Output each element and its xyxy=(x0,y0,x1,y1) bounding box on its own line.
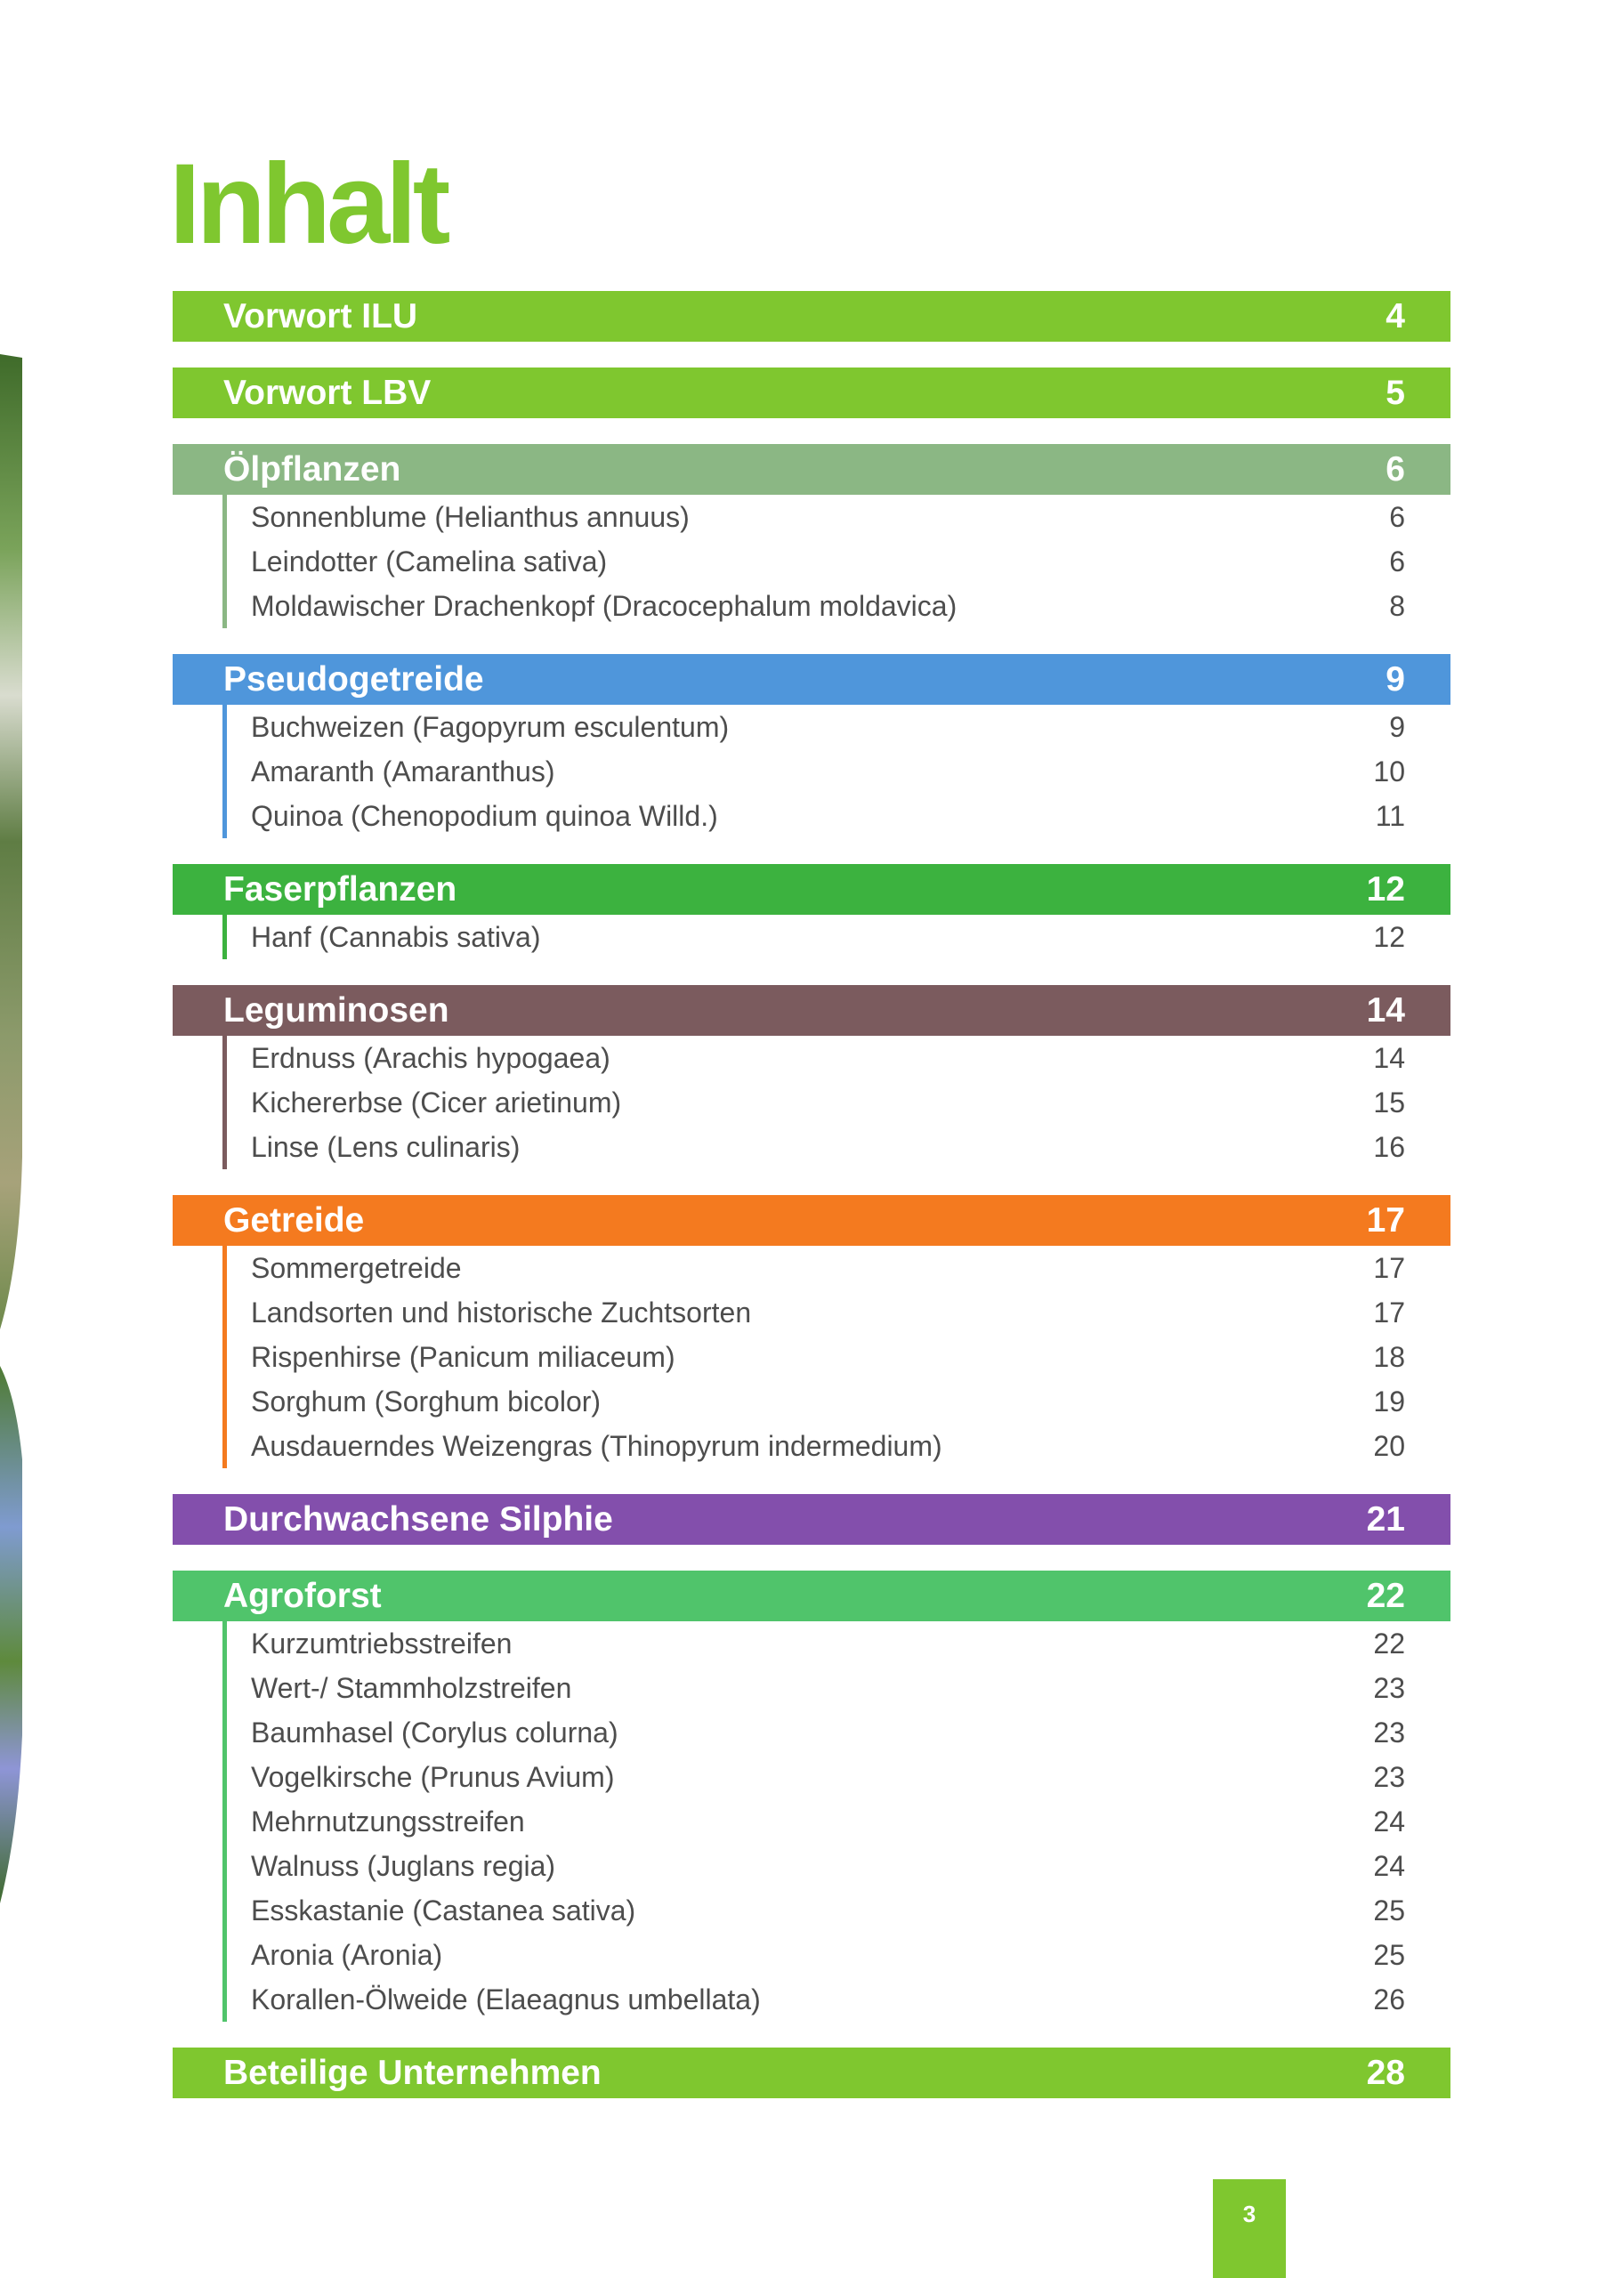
toc-item-label: Erdnuss (Arachis hypogaea) xyxy=(251,1042,610,1074)
toc-items xyxy=(222,1621,1450,2022)
toc-item-page: 11 xyxy=(1375,800,1405,832)
toc-heading-page: 14 xyxy=(1366,991,1405,1030)
toc-heading-pseudogetreide xyxy=(173,654,1450,705)
toc-heading-title: Beteilige Unternehmen xyxy=(223,2054,602,2092)
toc-item-label: Aronia (Aronia) xyxy=(251,1939,443,1971)
toc-item-page: 26 xyxy=(1373,1983,1405,2015)
toc-heading-leguminosen xyxy=(173,985,1450,1036)
toc-heading-title: Agroforst xyxy=(223,1577,382,1615)
toc-item xyxy=(227,1246,1450,1290)
toc-section-vorwort-lbv xyxy=(173,368,1450,418)
toc-item xyxy=(227,1844,1450,1888)
toc-item-label: Walnuss (Juglans regia) xyxy=(251,1850,556,1882)
toc-item xyxy=(227,584,1450,628)
toc-item-label: Rispenhirse (Panicum miliaceum) xyxy=(251,1341,675,1373)
toc-item-page: 20 xyxy=(1373,1430,1405,1462)
page-title: Inhalt xyxy=(169,141,447,268)
toc-heading-page: 17 xyxy=(1366,1201,1405,1240)
toc-item xyxy=(227,1755,1450,1799)
toc-heading-page: 21 xyxy=(1366,1500,1405,1539)
toc-heading-page: 12 xyxy=(1366,870,1405,909)
toc-item xyxy=(227,1335,1450,1379)
toc-item-label: Leindotter (Camelina sativa) xyxy=(251,545,608,578)
toc-item xyxy=(227,749,1450,794)
toc-item-label: Sonnenblume (Helianthus annuus) xyxy=(251,501,690,533)
toc-item-label: Sommergetreide xyxy=(251,1252,462,1284)
toc-item xyxy=(227,1379,1450,1424)
toc-item-label: Vogelkirsche (Prunus Avium) xyxy=(251,1761,615,1793)
toc-items xyxy=(222,495,1450,628)
toc-heading-oelpflanzen xyxy=(173,444,1450,495)
toc-item xyxy=(227,705,1450,749)
toc-item-page: 22 xyxy=(1373,1628,1405,1660)
toc-item-page: 23 xyxy=(1373,1761,1405,1793)
toc-heading-title: Getreide xyxy=(223,1201,365,1240)
toc-item-label: Mehrnutzungsstreifen xyxy=(251,1805,525,1838)
toc-heading-durchwachsene-silphie xyxy=(173,1494,1450,1545)
toc-heading-title: Durchwachsene Silphie xyxy=(223,1500,613,1539)
table-of-contents xyxy=(173,291,1450,2098)
toc-item xyxy=(227,1290,1450,1335)
toc-item-label: Baumhasel (Corylus colurna) xyxy=(251,1717,618,1749)
toc-item-label: Hanf (Cannabis sativa) xyxy=(251,921,541,953)
toc-item-page: 10 xyxy=(1373,755,1405,788)
page-number-box xyxy=(1213,2179,1286,2278)
toc-items xyxy=(222,1036,1450,1169)
toc-item-label: Moldawischer Drachenkopf (Dracocephalum moldavica) xyxy=(251,590,957,622)
toc-item-page: 23 xyxy=(1373,1717,1405,1749)
toc-heading-page: 4 xyxy=(1386,297,1405,335)
toc-item xyxy=(227,495,1450,539)
toc-section-leguminosen xyxy=(173,985,1450,1169)
toc-heading-page: 6 xyxy=(1386,450,1405,489)
toc-item xyxy=(227,1977,1450,2022)
toc-item-label: Quinoa (Chenopodium quinoa Willd.) xyxy=(251,800,718,832)
toc-item-label: Amaranth (Amaranthus) xyxy=(251,755,555,788)
toc-items xyxy=(222,1246,1450,1468)
toc-item-label: Landsorten und historische Zuchtsorten xyxy=(251,1297,752,1329)
toc-heading-vorwort-ilu xyxy=(173,291,1450,342)
toc-heading-agroforst xyxy=(173,1571,1450,1621)
toc-heading-title: Faserpflanzen xyxy=(223,870,457,909)
toc-heading-title: Vorwort LBV xyxy=(223,374,432,412)
toc-item-label: Esskastanie (Castanea sativa) xyxy=(251,1894,636,1927)
toc-item-page: 24 xyxy=(1373,1805,1405,1838)
toc-heading-vorwort-lbv xyxy=(173,368,1450,418)
toc-item-page: 17 xyxy=(1373,1252,1405,1284)
toc-item-page: 17 xyxy=(1373,1297,1405,1329)
side-photo xyxy=(0,0,36,2278)
toc-heading-beteilige-unternehmen xyxy=(173,2048,1450,2098)
toc-item xyxy=(227,1125,1450,1169)
toc-heading-page: 5 xyxy=(1386,374,1405,412)
toc-item-page: 12 xyxy=(1373,921,1405,953)
toc-item xyxy=(227,1888,1450,1933)
toc-item-label: Linse (Lens culinaris) xyxy=(251,1131,521,1163)
toc-heading-getreide xyxy=(173,1195,1450,1246)
toc-heading-page: 9 xyxy=(1386,660,1405,699)
toc-section-durchwachsene-silphie xyxy=(173,1494,1450,1545)
toc-item xyxy=(227,1424,1450,1468)
toc-item-page: 15 xyxy=(1373,1086,1405,1119)
toc-item xyxy=(227,794,1450,838)
toc-item-page: 25 xyxy=(1373,1939,1405,1971)
toc-heading-page: 28 xyxy=(1366,2054,1405,2092)
toc-item xyxy=(227,539,1450,584)
toc-item-page: 19 xyxy=(1373,1385,1405,1418)
toc-item xyxy=(227,1621,1450,1666)
toc-item-page: 14 xyxy=(1373,1042,1405,1074)
toc-heading-faserpflanzen xyxy=(173,864,1450,915)
toc-item xyxy=(227,1933,1450,1977)
toc-item-label: Buchweizen (Fagopyrum esculentum) xyxy=(251,711,730,743)
toc-item xyxy=(227,1080,1450,1125)
toc-item-label: Kichererbse (Cicer arietinum) xyxy=(251,1086,622,1119)
toc-heading-title: Leguminosen xyxy=(223,991,449,1030)
toc-item-label: Wert-/ Stammholzstreifen xyxy=(251,1672,572,1704)
toc-item-page: 23 xyxy=(1373,1672,1405,1704)
side-photo-top xyxy=(0,354,22,1329)
toc-item xyxy=(227,915,1450,959)
toc-item-label: Sorghum (Sorghum bicolor) xyxy=(251,1385,602,1418)
toc-item-page: 25 xyxy=(1373,1894,1405,1927)
toc-item-page: 6 xyxy=(1389,545,1405,578)
toc-items xyxy=(222,705,1450,838)
toc-section-vorwort-ilu xyxy=(173,291,1450,342)
toc-item-page: 16 xyxy=(1373,1131,1405,1163)
toc-item-page: 24 xyxy=(1373,1850,1405,1882)
toc-item-label: Ausdauerndes Weizengras (Thinopyrum indermedium) xyxy=(251,1430,942,1462)
toc-item-page: 9 xyxy=(1389,711,1405,743)
toc-heading-title: Pseudogetreide xyxy=(223,660,484,699)
toc-item-page: 18 xyxy=(1373,1341,1405,1373)
toc-items xyxy=(222,915,1450,959)
toc-item xyxy=(227,1710,1450,1755)
side-photo-bottom xyxy=(0,1366,22,1903)
toc-item-page: 8 xyxy=(1389,590,1405,622)
toc-heading-title: Vorwort ILU xyxy=(223,297,418,335)
toc-heading-page: 22 xyxy=(1366,1577,1405,1615)
toc-section-pseudogetreide xyxy=(173,654,1450,838)
toc-item xyxy=(227,1036,1450,1080)
toc-item-label: Kurzumtriebsstreifen xyxy=(251,1628,513,1660)
toc-heading-title: Ölpflanzen xyxy=(223,450,401,489)
toc-section-getreide xyxy=(173,1195,1450,1468)
toc-section-faserpflanzen xyxy=(173,864,1450,959)
toc-section-oelpflanzen xyxy=(173,444,1450,628)
toc-section-agroforst xyxy=(173,1571,1450,2022)
toc-item-label: Korallen-Ölweide (Elaeagnus umbellata) xyxy=(251,1983,761,2015)
toc-item xyxy=(227,1666,1450,1710)
toc-section-beteilige-unternehmen xyxy=(173,2048,1450,2098)
toc-item xyxy=(227,1799,1450,1844)
page-number: 3 xyxy=(1242,2201,1256,2227)
toc-item-page: 6 xyxy=(1389,501,1405,533)
